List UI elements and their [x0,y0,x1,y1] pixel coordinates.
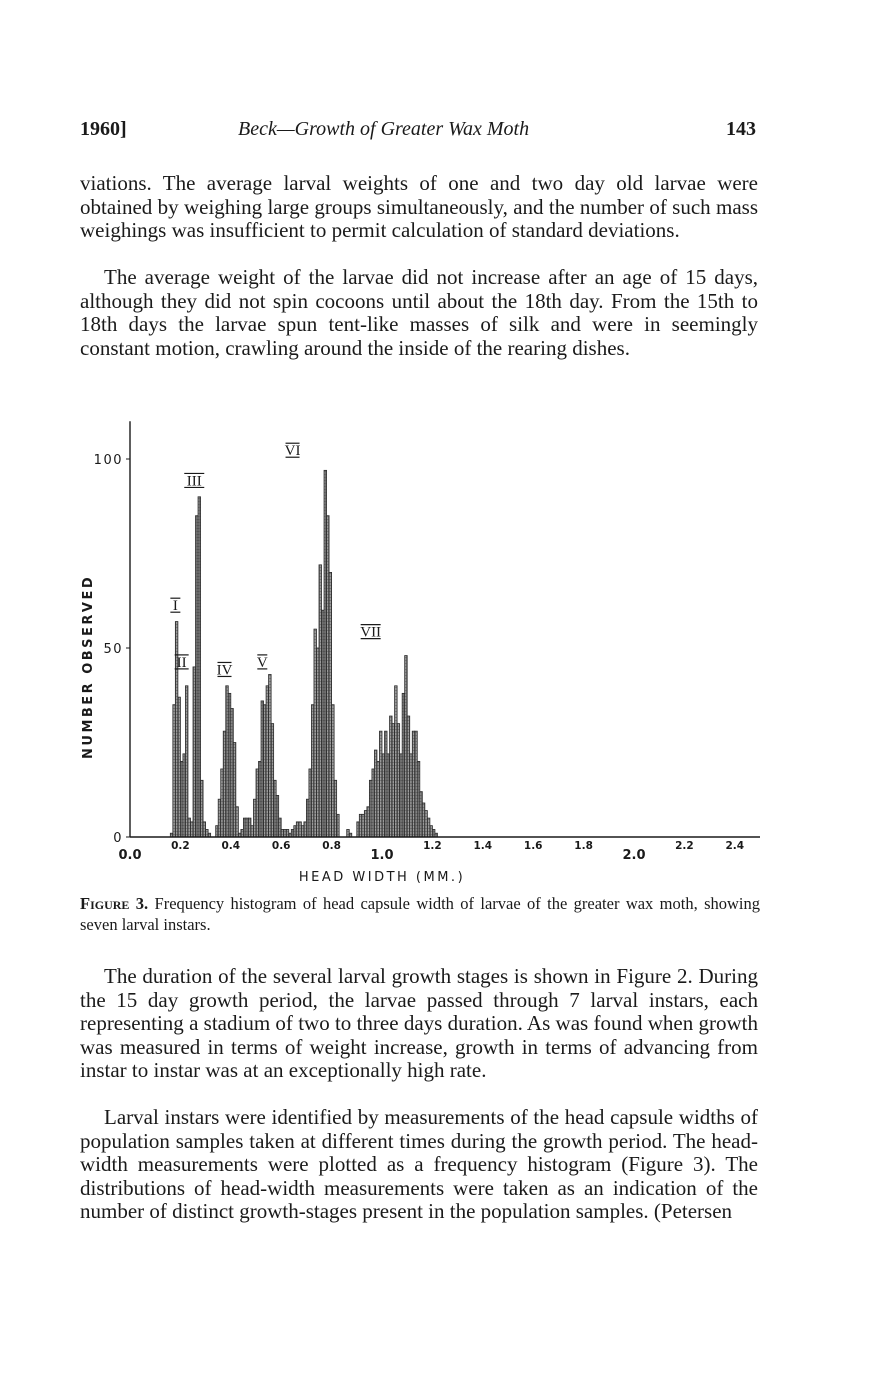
instar-label: V [256,654,268,671]
figure-3 [70,405,770,890]
x-tick-label: 0.0 [118,848,142,863]
running-head-year: 1960] [80,118,127,140]
instar-label: III [186,473,202,490]
running-head-title: Beck—Growth of Greater Wax Moth [238,118,530,140]
figure-caption [80,893,760,935]
x-tick-label: 1.6 [523,840,543,852]
x-tick-label: 0.8 [322,840,341,852]
running-head [80,118,760,148]
y-tick-label: 0 [113,831,123,846]
caption-label: Figure 3. [80,894,149,913]
x-tick-label: 1.0 [370,848,394,863]
instar-label: I [172,598,178,615]
paragraph-continued: viations. The average larval weights of one and two day old larvae were obtained by weighing large groups simultaneously, and the number of such mass weighings was insufficient to permit calculation of standard deviations. [80,171,758,243]
x-tick-label: 0.2 [171,840,190,852]
histogram-bar [236,807,239,837]
x-axis-title: HEAD WIDTH (MM.) [298,870,466,885]
x-tick-label: 2.4 [725,840,745,852]
paragraph-head-width: Larval instars were identified by measurements of the head capsule widths of population samples taken at different times during the growth period. The head-width measurements were plotted as a frequency histogram (Figure 3). The distributions of head-width measurements were taken as an indication of the number of distinct growth-stages present in the population samples. (Petersen [80,1105,758,1224]
x-tick-label: 2.0 [622,848,646,863]
instar-label: IV [216,662,233,679]
histogram-bar [337,814,340,837]
y-axis-title: NUMBER OBSERVED [81,574,96,759]
x-tick-label: 1.2 [423,840,442,852]
histogram-chart [70,405,770,890]
caption-text: Frequency histogram of head capsule width of larvae of the greater wax moth, showing seven larval instars. [80,894,760,934]
x-tick-label: 1.4 [473,840,493,852]
x-tick-label: 0.6 [271,840,291,852]
x-tick-label: 0.4 [221,840,241,852]
paragraph-weight: The average weight of the larvae did not increase after an age of 15 days, although they did not spin cocoons until about the 18th day. From the 15th to 18th days the larvae spun tent-like masses of silk and were in seemingly constant motion, crawling around the inside of the rearing dishes. [80,265,758,360]
histogram-bar [185,686,188,837]
instar-label: VI [284,443,301,460]
page-number: 143 [726,118,756,140]
y-tick-label: 100 [93,453,123,468]
x-tick-label: 2.2 [675,840,694,852]
x-tick-label: 1.8 [574,840,593,852]
y-tick-label: 50 [103,642,123,657]
instar-label: II [176,654,187,671]
instar-label: VII [360,624,382,641]
paragraph-instars: The duration of the several larval growth stages is shown in Figure 2. During the 15 day growth period, the larvae passed through 7 larval instars, each representing a stadium of two to three days duration. As was found when growth was measured in terms of weight increase, growth in terms of advancing from instar to instar was at an exceptionally high rate. [80,964,758,1083]
